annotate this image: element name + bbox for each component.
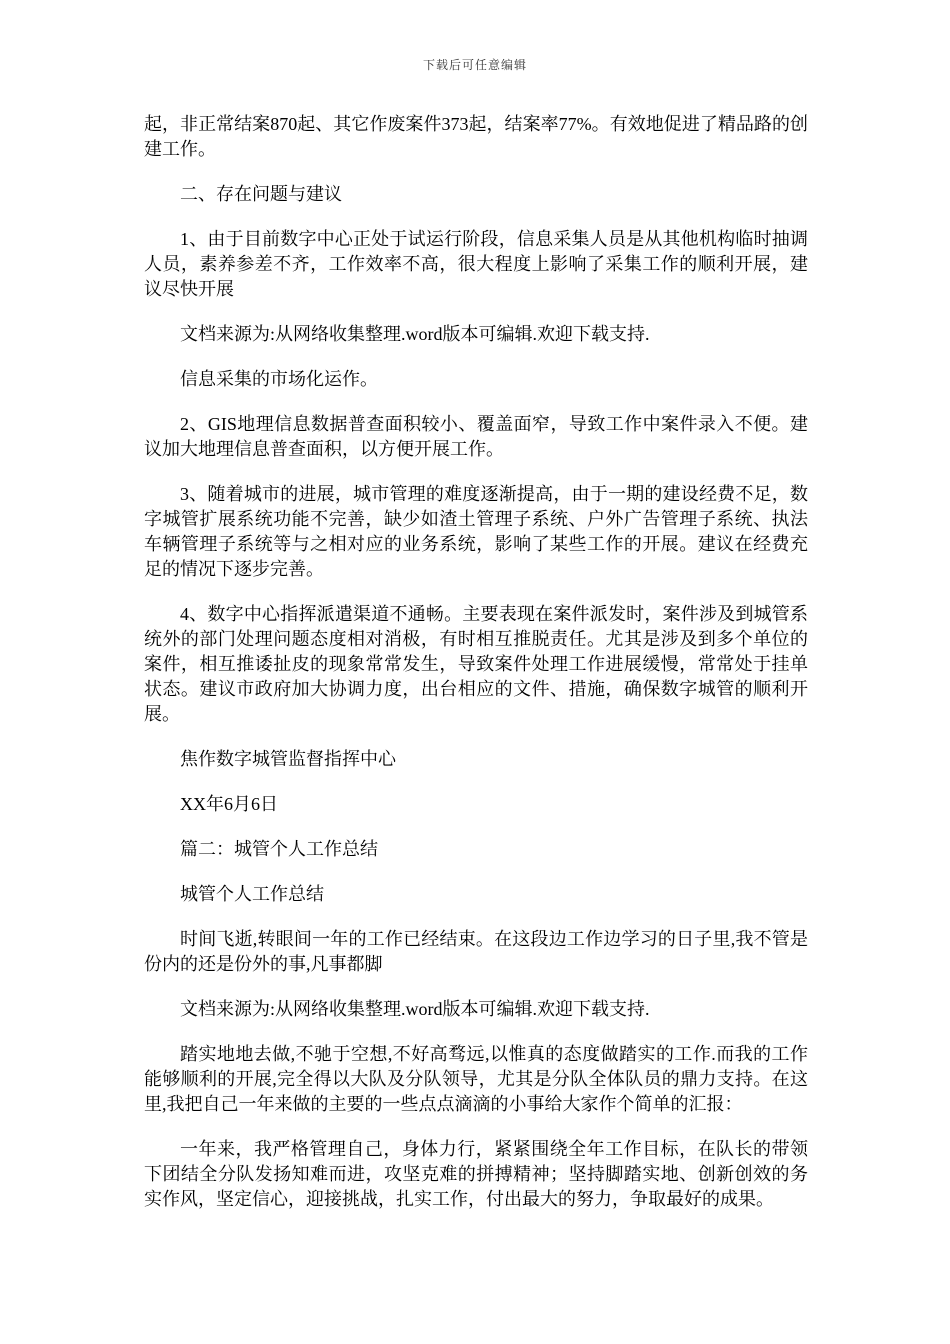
article-two-heading: 篇二：城管个人工作总结 [180, 839, 378, 859]
article-two-title: 城管个人工作总结 [180, 884, 324, 904]
paragraph-issue-1-cont: 信息采集的市场化运作。 [180, 369, 378, 389]
paragraph-case-stats: 起，非正常结案870起、其它作废案件373起，结案率77%。有效地促进了精品路的创建工作。 [144, 114, 808, 159]
paragraph-year-summary: 一年来，我严格管理自己，身体力行，紧紧围绕全年工作目标，在队长的带领下团结全分队发扬知难而进，攻坚克难的拼搏精神；坚持脚踏实地、创新创效的务实作风，坚定信心，迎接挑战，扎实工作，付出最大的努力，争取最好的成果。 [144, 1139, 808, 1209]
source-note: 文档来源为:从网络收集整理.word版本可编辑.欢迎下载支持. [180, 324, 650, 344]
page-header: 下载后可任意编辑 [422, 58, 527, 72]
paragraph-intro-cont: 踏实地地去做,不驰于空想,不好高骛远,以惟真的态度做踏实的工作.而我的工作能够顺利的开展,完全得以大队及分队领导，尤其是分队全体队员的鼎力支持。在这里,我把自己一年来做的主要的一些点点滴滴的小事给大家作个简单的汇报： [144, 1044, 808, 1114]
section-heading-problems: 二、存在问题与建议 [180, 184, 342, 204]
paragraph-issue-2: 2、GIS地理信息数据普查面积较小、覆盖面窄，导致工作中案件录入不便。建议加大地理信息普查面积，以方便开展工作。 [144, 414, 808, 459]
paragraph-issue-1: 1、由于目前数字中心正处于试运行阶段，信息采集人员是从其他机构临时抽调人员，素养参差不齐，工作效率不高，很大程度上影响了采集工作的顺利开展，建议尽快开展 [144, 229, 808, 299]
document-body [144, 112, 808, 1212]
paragraph-issue-3: 3、随着城市的进展，城市管理的难度逐渐提高，由于一期的建设经费不足，数字城管扩展系统功能不完善，缺少如渣土管理子系统、户外广告管理子系统、执法车辆管理子系统等与之相对应的业务系统，影响了某些工作的开展。建议在经费充足的情况下逐步完善。 [144, 484, 808, 579]
paragraph-issue-4: 4、数字中心指挥派遣渠道不通畅。主要表现在案件派发时，案件涉及到城管系统外的部门处理问题态度相对消极，有时相互推脱责任。尤其是涉及到多个单位的案件，相互推诿扯皮的现象常常发生，导致案件处理工作进展缓慢，常常处于挂单状态。建议市政府加大协调力度，出台相应的文件、措施，确保数字城管的顺利开展。 [144, 604, 808, 724]
paragraph-intro: 时间飞逝,转眼间一年的工作已经结束。在这段边工作边学习的日子里,我不管是份内的还是份外的事,凡事都脚 [144, 929, 808, 974]
signature-org: 焦作数字城管监督指挥中心 [180, 749, 396, 769]
source-note-2: 文档来源为:从网络收集整理.word版本可编辑.欢迎下载支持. [180, 999, 650, 1019]
signature-date: XX年6月6日 [180, 794, 278, 814]
